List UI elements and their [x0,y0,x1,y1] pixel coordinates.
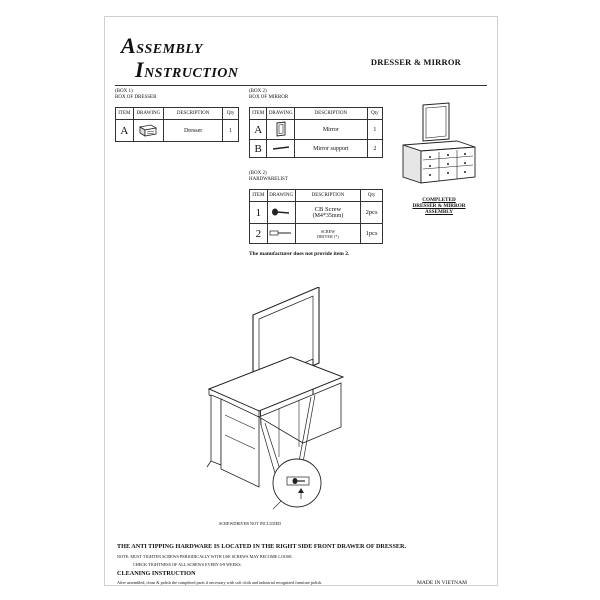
box1-header-description: DESCRIPTION [163,108,222,120]
title-line-2: INSTRUCTION [135,57,239,82]
box1-label: (BOX 1) BOX OF DRESSER [115,89,157,100]
header-divider [115,85,487,86]
table-row: A Mirror 1 [250,120,383,140]
table-row: A Dresser 1 [116,120,239,142]
hardware-label: (BOX 2) HARDWARELIST [249,171,288,182]
screw-icon [267,202,295,224]
box1-header-drawing: DRAWING [133,108,163,120]
title-line-1: ASSEMBLY [121,33,203,58]
screwdriver-callout: SCREWDRIVER NOT INCLUDED [219,521,282,526]
instruction-sheet [104,16,498,586]
dresser-drawing-icon [133,120,163,142]
box1-table [115,107,239,142]
note-check: CHECK TIGHTNESS OF ALL SCREWS EVERY 6-8 WEEKS. [133,562,242,567]
table-row: 2 SCREW DRIVER (*) 1pcs [250,224,383,244]
assembly-diagram [203,287,383,528]
document-title: DRESSER & MIRROR [370,57,461,67]
made-in: MADE IN VIETNAM [417,580,468,586]
table-row: B Mirror support 2 [250,140,383,158]
box1-header-item: ITEM [116,108,134,120]
box1-header-qty: Qty [223,108,239,120]
cleaning-text: After assembled, clean & polish the completed parts if necessary with soft cloth and industrial recognized furniture polish. [117,580,323,585]
completed-dresser-mirror-drawing [397,101,481,202]
hardware-note: The manufacturer does not provide item 2. [249,251,350,257]
hardware-table: ITEM DRAWING DESCRIPTION Qty 1 CB Screw (M4*35mm) 2pcs 2 SCREW DRIVER (*) 1pcs [249,189,383,244]
mirror-support-icon [267,140,295,158]
table-row: 1 CB Screw (M4*35mm) 2pcs [250,202,383,224]
note-tighten: NOTE: MUST TIGHTEN SCREWS PERIODICALLY WITH USE SCREWS MAY BECOME LOOSE. [117,554,293,559]
anti-tipping-notice: THE ANTI TIPPING HARDWARE IS LOCATED IN THE RIGHT SIDE FRONT DRAWER OF DRESSER. [117,543,407,550]
screwdriver-icon [267,224,295,244]
box2-label: (BOX 2) BOX OF MIRROR [249,89,289,100]
box2-table: ITEM DRAWING DESCRIPTION Qty A Mirror 1 B Mirror support 2 [249,107,383,158]
mirror-drawing-icon [267,120,295,140]
cleaning-title: CLEANING INSTRUCTION [117,570,196,577]
completed-caption: COMPLETED DRESSER & MIRROR ASSEMBLY [412,197,466,215]
